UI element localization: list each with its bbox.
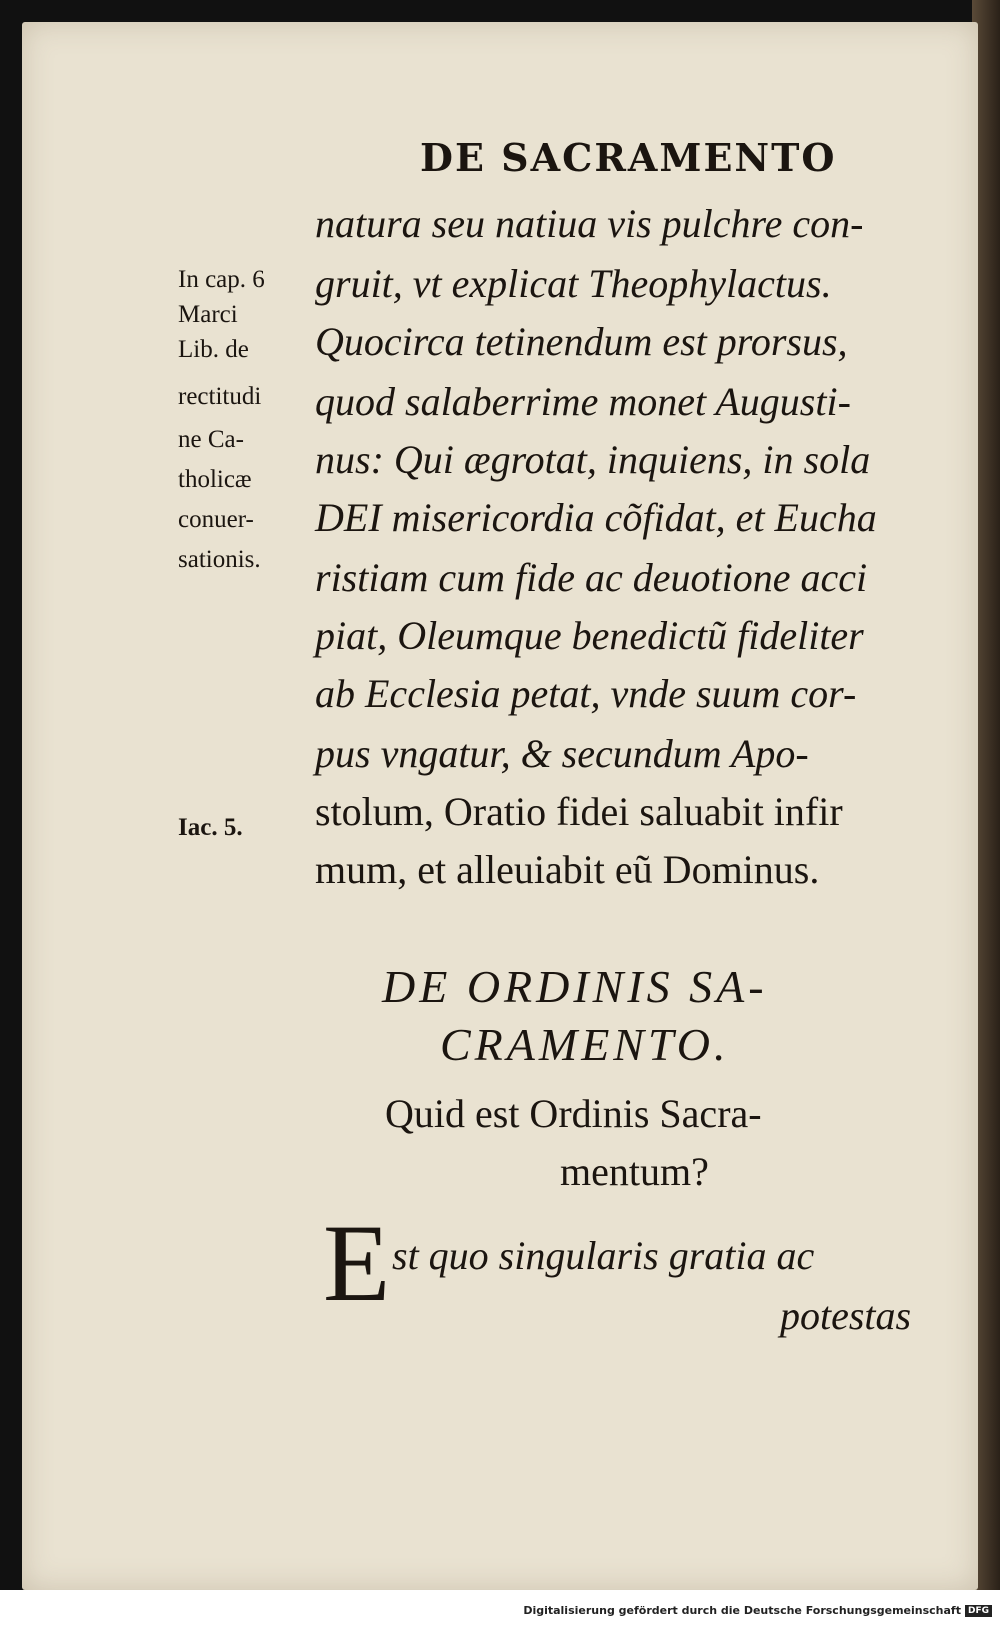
page-header: DE SACRAMENTO xyxy=(420,135,837,180)
dfg-logo: DFG xyxy=(965,1605,992,1617)
answer-line1: st quo singularis gratia ac xyxy=(392,1233,815,1278)
text-line: Quocirca tetinendum est prorsus, xyxy=(315,319,848,364)
margin-note-line: conuer- xyxy=(178,506,254,533)
text-line: stolum, Oratio fidei saluabit infir xyxy=(315,789,843,834)
question-line1: Quid est Ordinis Sacra- xyxy=(385,1091,762,1136)
text-line: pus vngatur, & secundum Apo- xyxy=(315,731,809,776)
section-title-line2: CRAMENTO. xyxy=(440,1019,730,1070)
footer xyxy=(523,1604,992,1617)
text-line: ab Ecclesia petat, vnde suum cor- xyxy=(315,671,857,716)
text-line: natura seu natiua vis pulchre con- xyxy=(315,201,864,246)
margin-note-line: tholicæ xyxy=(178,466,252,493)
margin-note-line: In cap. 6 xyxy=(178,266,265,293)
footer-text: Digitalisierung gefördert durch die Deutsche Forschungsgemeinschaft xyxy=(523,1604,961,1617)
answer-line2: potestas xyxy=(780,1293,912,1338)
text-line: DEI misericordia cõfidat, et Eucha xyxy=(315,495,877,540)
text-line: quod salaberrime monet Augusti- xyxy=(315,379,851,424)
margin-note-line: sationis. xyxy=(178,546,261,573)
drop-cap: E xyxy=(323,1202,391,1324)
margin-note-line: rectitudi xyxy=(178,383,262,410)
text-line: ristiam cum fide ac deuotione acci xyxy=(315,555,868,600)
text-line: piat, Oleumque benedictũ fideliter xyxy=(315,613,864,658)
margin-note-line: ne Ca- xyxy=(178,426,244,453)
section-title-line1: DE ORDINIS SA- xyxy=(382,961,768,1012)
text-line: nus: Qui ægrotat, inquiens, in sola xyxy=(315,437,871,482)
text-line: gruit, vt explicat Theophylactus. xyxy=(315,261,832,306)
question-line2: mentum? xyxy=(560,1149,709,1194)
text-line: mum, et alleuiabit eũ Dominus. xyxy=(315,847,820,892)
margin-note-iac: Iac. 5. xyxy=(178,814,243,841)
margin-note-line: Marci xyxy=(178,301,238,328)
margin-note-line: Lib. de xyxy=(178,336,249,363)
